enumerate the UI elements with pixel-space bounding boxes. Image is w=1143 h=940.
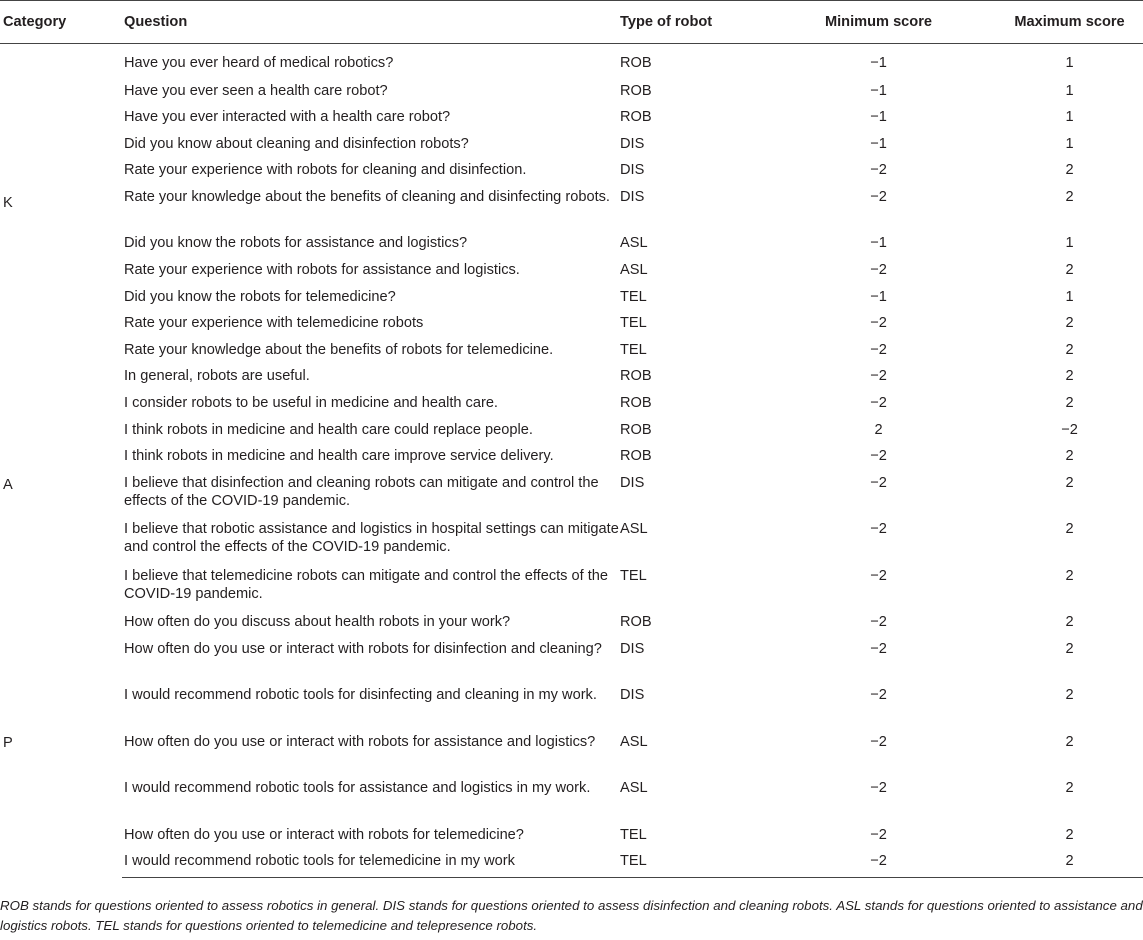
maximum-score-cell: 2 — [1065, 521, 1074, 538]
question-cell: Rate your knowledge about the benefits of cleaning and disinfecting robots. — [124, 188, 610, 205]
question-cell: Rate your experience with robots for cleaning and disinfection. — [124, 162, 527, 179]
question-cell: In general, robots are useful. — [124, 368, 310, 385]
table-row — [0, 821, 1143, 848]
question-cell: I think robots in medicine and health care improve service delivery. — [124, 448, 554, 465]
type-of-robot-cell: ASL — [620, 733, 648, 750]
table-row — [0, 283, 1143, 310]
type-of-robot-cell: DIS — [620, 188, 645, 205]
minimum-score-cell: −2 — [870, 474, 887, 491]
type-of-robot-cell: TEL — [620, 341, 647, 358]
minimum-score-cell: −2 — [870, 640, 887, 657]
table-body — [0, 44, 1143, 878]
table-row — [0, 515, 1143, 562]
minimum-score-cell: −2 — [870, 687, 887, 704]
maximum-score-cell: −2 — [1061, 421, 1078, 438]
category-cell: K — [3, 195, 13, 212]
type-of-robot-cell: TEL — [620, 315, 647, 332]
minimum-score-cell: −1 — [870, 135, 887, 152]
minimum-score-cell: −2 — [870, 261, 887, 278]
minimum-score-cell: −2 — [870, 567, 887, 584]
question-cell: I think robots in medicine and health care could replace people. — [124, 421, 533, 438]
maximum-score-cell: 2 — [1065, 474, 1074, 491]
question-cell: How often do you discuss about health robots in your work? — [124, 614, 511, 631]
maximum-score-cell: 2 — [1065, 733, 1074, 750]
minimum-score-cell: −2 — [786, 847, 971, 877]
table-row — [0, 774, 1143, 821]
maximum-score-cell: 2 — [1065, 261, 1074, 278]
maximum-score-cell: 2 — [1065, 614, 1074, 631]
minimum-score-cell: −2 — [870, 394, 887, 411]
type-of-robot-cell: DIS — [620, 135, 645, 152]
maximum-score-cell: 2 — [1065, 394, 1074, 411]
type-of-robot-cell: DIS — [620, 474, 645, 491]
table-row — [0, 635, 1143, 682]
table-row — [0, 229, 1143, 256]
question-cell: Rate your experience with telemedicine robots — [124, 315, 424, 332]
minimum-score-cell: −2 — [870, 733, 887, 750]
question-cell: I believe that robotic assistance and logistics in hospital settings can mitigate and control the effects of the COVID-19 pandemic. — [124, 521, 619, 556]
type-of-robot-cell: ROB — [620, 394, 652, 411]
type-of-robot-cell: ROB — [620, 421, 652, 438]
table-row — [0, 608, 1143, 635]
minimum-score-cell: −1 — [870, 55, 887, 71]
type-of-robot-cell: ROB — [620, 55, 652, 71]
type-of-robot-cell: TEL — [620, 567, 647, 584]
table-header — [0, 1, 1143, 44]
question-cell: How often do you use or interact with robots for disinfection and cleaning? — [124, 640, 602, 657]
maximum-score-cell: 2 — [1065, 687, 1074, 704]
type-of-robot-cell: ASL — [620, 235, 648, 252]
table-row — [0, 728, 1143, 775]
maximum-score-cell: 2 — [1065, 368, 1074, 385]
maximum-score-cell: 1 — [1065, 82, 1074, 99]
table-row — [0, 416, 1143, 443]
header-minimum-score: Minimum score — [786, 1, 971, 44]
type-of-robot-cell: ROB — [620, 82, 652, 99]
minimum-score-cell: 2 — [874, 421, 883, 438]
minimum-score-cell: −2 — [870, 315, 887, 332]
maximum-score-cell: 2 — [1065, 640, 1074, 657]
maximum-score-cell: 2 — [1065, 162, 1074, 179]
table-row — [0, 362, 1143, 389]
table-row — [0, 389, 1143, 416]
minimum-score-cell: −2 — [870, 614, 887, 631]
type-of-robot-cell: TEL — [620, 826, 647, 843]
maximum-score-cell: 1 — [1065, 135, 1074, 152]
table-row — [0, 469, 1143, 516]
table-row — [0, 847, 1143, 877]
type-of-robot-cell: DIS — [620, 687, 645, 704]
question-cell: How often do you use or interact with robots for assistance and logistics? — [124, 733, 596, 750]
maximum-score-cell: 1 — [1065, 109, 1074, 126]
table-row — [0, 183, 1143, 230]
minimum-score-cell: −2 — [870, 448, 887, 465]
maximum-score-cell: 2 — [1065, 188, 1074, 205]
type-of-robot-cell: ASL — [620, 261, 648, 278]
type-of-robot-cell: ROB — [620, 368, 652, 385]
question-cell: I would recommend robotic tools for assistance and logistics in my work. — [124, 780, 591, 797]
table-row — [0, 336, 1143, 363]
question-cell: Did you know the robots for telemedicine? — [124, 288, 396, 305]
header-row — [0, 1, 1143, 44]
table-row — [0, 681, 1143, 728]
question-cell: I believe that disinfection and cleaning robots can mitigate and control the effects of the COVID-19 pandemic. — [124, 474, 599, 509]
type-of-robot-cell: ROB — [620, 614, 652, 631]
table-row — [0, 309, 1143, 336]
question-cell: I consider robots to be useful in medicine and health care. — [124, 394, 498, 411]
question-cell: I would recommend robotic tools for telemedicine in my work — [122, 847, 620, 877]
table-row — [0, 562, 1143, 609]
question-cell: I believe that telemedicine robots can mitigate and control the effects of the COVID-19 pandemic. — [124, 567, 609, 602]
table-footnote: ROB stands for questions oriented to assess robotics in general. DIS stands for questions oriented to assess disinfection and cleaning robots. ASL stands for questions oriented to assistance and logistics robots. TEL stands for questions oriented to telemedicine and telepresence robots. — [0, 898, 1143, 933]
table-row — [0, 130, 1143, 157]
minimum-score-cell: −2 — [870, 368, 887, 385]
header-question: Question — [122, 1, 620, 44]
header-maximum-score: Maximum score — [971, 1, 1143, 44]
minimum-score-cell: −2 — [870, 780, 887, 797]
category-cell: A — [3, 477, 13, 494]
category-cell: P — [3, 734, 13, 751]
maximum-score-cell: 2 — [1065, 315, 1074, 332]
type-of-robot-cell: ROB — [620, 109, 652, 126]
table-row — [0, 44, 1143, 77]
minimum-score-cell: −1 — [870, 82, 887, 99]
maximum-score-cell: 2 — [1065, 567, 1074, 584]
minimum-score-cell: −1 — [870, 288, 887, 305]
question-cell: Did you know the robots for assistance and logistics? — [124, 235, 468, 252]
minimum-score-cell: −1 — [870, 109, 887, 126]
header-category: Category — [0, 1, 122, 44]
table-row — [0, 156, 1143, 183]
question-cell: Rate your experience with robots for assistance and logistics. — [124, 261, 520, 278]
maximum-score-cell: 2 — [1065, 780, 1074, 797]
minimum-score-cell: −2 — [870, 826, 887, 843]
minimum-score-cell: −2 — [870, 162, 887, 179]
type-of-robot-cell: TEL — [620, 288, 647, 305]
question-cell: Have you ever interacted with a health care robot? — [124, 109, 451, 126]
table-row — [0, 442, 1143, 469]
table-row — [0, 77, 1143, 104]
minimum-score-cell: −1 — [870, 235, 887, 252]
minimum-score-cell: −2 — [870, 341, 887, 358]
question-cell: Have you ever seen a health care robot? — [124, 82, 388, 99]
maximum-score-cell: 2 — [1065, 826, 1074, 843]
maximum-score-cell: 1 — [1065, 55, 1074, 71]
maximum-score-cell: 2 — [971, 847, 1143, 877]
type-of-robot-cell: ROB — [620, 448, 652, 465]
minimum-score-cell: −2 — [870, 521, 887, 538]
type-of-robot-cell: DIS — [620, 162, 645, 179]
question-cell: Did you know about cleaning and disinfection robots? — [124, 135, 469, 152]
maximum-score-cell: 1 — [1065, 288, 1074, 305]
minimum-score-cell: −2 — [870, 188, 887, 205]
header-type-of-robot: Type of robot — [620, 1, 786, 44]
maximum-score-cell: 1 — [1065, 235, 1074, 252]
table-row — [0, 256, 1143, 283]
type-of-robot-cell: TEL — [620, 847, 786, 877]
maximum-score-cell: 2 — [1065, 341, 1074, 358]
question-cell: How often do you use or interact with robots for telemedicine? — [124, 826, 524, 843]
type-of-robot-cell: ASL — [620, 780, 648, 797]
maximum-score-cell: 2 — [1065, 448, 1074, 465]
type-of-robot-cell: DIS — [620, 640, 645, 657]
question-cell: Rate your knowledge about the benefits of robots for telemedicine. — [124, 341, 554, 358]
question-cell: Have you ever heard of medical robotics? — [124, 55, 394, 71]
table-row — [0, 103, 1143, 130]
type-of-robot-cell: ASL — [620, 521, 648, 538]
question-cell: I would recommend robotic tools for disinfecting and cleaning in my work. — [124, 687, 597, 704]
